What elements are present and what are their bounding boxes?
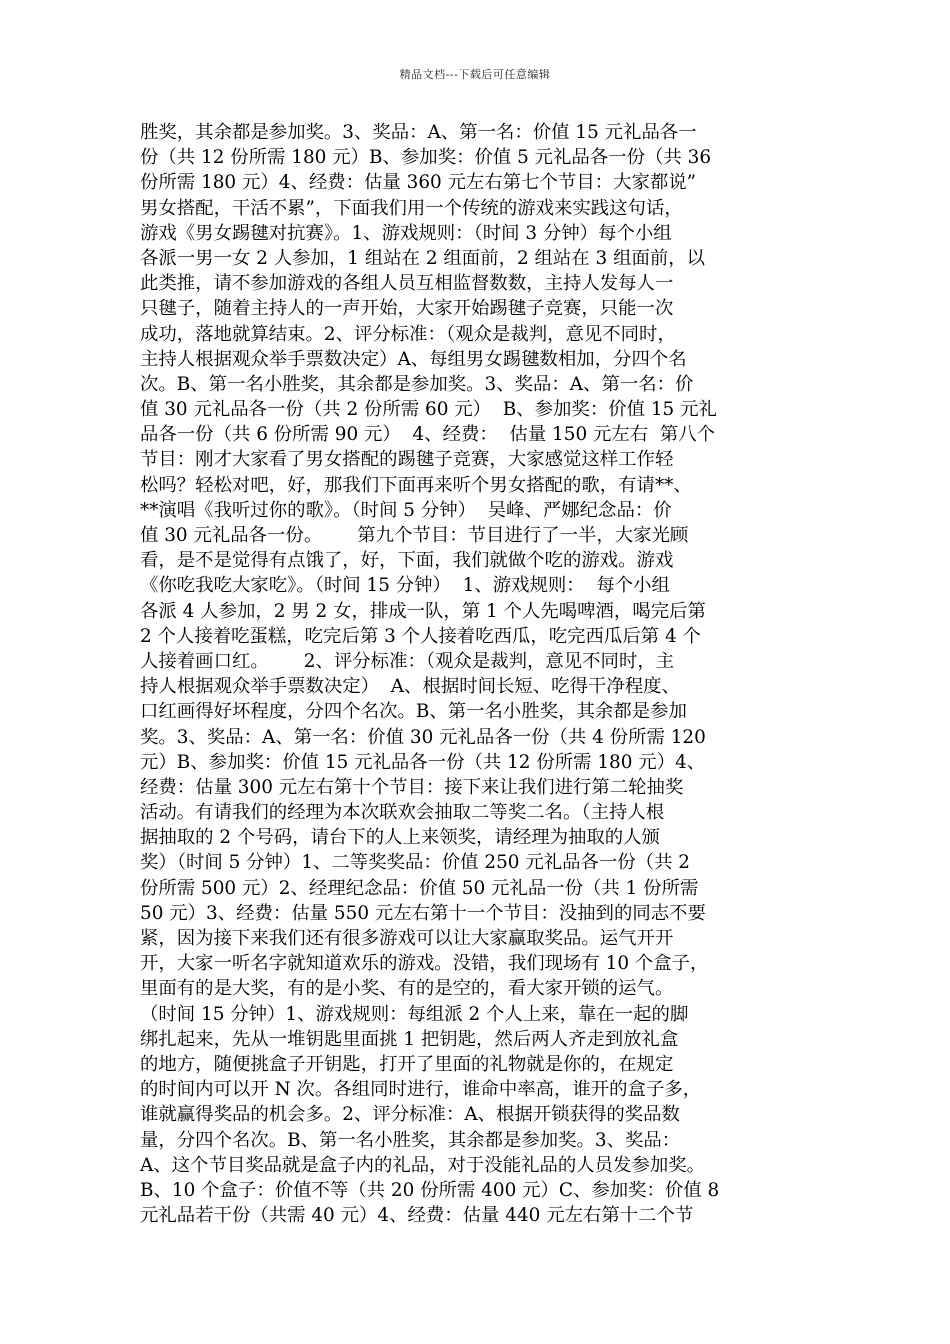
text-line: 据抽取的 2 个号码，请台下的人上来领奖，请经理为抽取的人颁 — [140, 827, 660, 849]
text-line: 里面有的是大奖，有的是小奖、有的是空的，看大家开锁的运气。 — [140, 978, 674, 1000]
text-line: 开，大家一听名字就知道欢乐的游戏。没错，我们现场有 10 个盒子， — [140, 953, 709, 975]
text-line: 游戏《男女踢毽对抗赛》。1、游戏规则：（时间 3 分钟）每个小组 — [140, 222, 672, 244]
text-line: 男女搭配，干活不累”，下面我们用一个传统的游戏来实践这句话， — [140, 197, 683, 219]
text-line: 的时间内可以开 N 次。各组同时进行，谁命中率高，谁开的盒子多， — [140, 1079, 702, 1101]
text-line: 紧，因为接下来我们还有很多游戏可以让大家赢取奖品。运气开开 — [140, 928, 674, 949]
text-line: 此类推，请不参加游戏的各组人员互相监督数数，主持人发每人一 — [140, 273, 674, 295]
text-line: 持人根据观众举手票数决定） A、根据时间长短、吃得干净程度、 — [140, 676, 680, 698]
text-line: 次。B、第一名小胜奖，其余都是参加奖。3、奖品：A、第一名：价 — [140, 373, 694, 395]
text-line: 《你吃我吃大家吃》。（时间 15 分钟） 1、游戏规则： 每个小组 — [140, 575, 670, 597]
text-line: 只毽子，随着主持人的一声开始，大家开始踢毽子竞赛，只能一次 — [140, 298, 674, 320]
text-line: 各派 4 人参加，2 男 2 女，排成一队，第 1 个人先喝啤酒，喝完后第 — [140, 600, 706, 622]
text-line: 元礼品若干份（共需 40 元）4、经费：估量 440 元左右第十二个节 — [140, 1205, 694, 1227]
text-line: 活动。有请我们的经理为本次联欢会抽取二等奖二名。（主持人根 — [140, 802, 665, 824]
page-header: 精品文档---下载后可任意编辑 — [399, 68, 551, 81]
text-line: 谁就赢得奖品的机会多。2、评分标准：A、根据开锁获得的奖品数 — [140, 1104, 680, 1126]
text-line: B、10 个盒子：价值不等（共 20 份所需 400 元）C、参加奖：价值 8 — [140, 1179, 720, 1201]
text-line: 量，分四个名次。B、第一名小胜奖，其余都是参加奖。3、奖品： — [140, 1129, 681, 1151]
text-line: 值 30 元礼品各一份。 第九个节目：节目进行了一半，大家光顾 — [140, 525, 689, 546]
text-line: 绑扎起来，先从一堆钥匙里面挑 1 把钥匙，然后两人齐走到放礼盒 — [140, 1028, 679, 1050]
text-line: 看，是不是觉得有点饿了，好，下面，我们就做个吃的游戏。游戏 — [140, 550, 674, 572]
text-line: 主持人根据观众举手票数决定）A、每组男女踢毽数相加，分四个名 — [140, 348, 687, 370]
text-line: 份所需 500 元）2、经理纪念品：价值 50 元礼品一份（共 1 份所需 — [140, 877, 699, 899]
text-line: **演唱《我听过你的歌》。（时间 5 分钟） 吴峰、严娜纪念品：价 — [140, 499, 672, 521]
text-line: 人接着画口红。 2、评分标准：（观众是裁判，意见不同时，主 — [140, 650, 675, 672]
text-line: 口红画得好坏程度，分四个名次。B、第一名小胜奖，其余都是参加 — [140, 701, 687, 723]
text-line: 元）B、参加奖：价值 15 元礼品各一份（共 12 份所需 180 元）4、 — [140, 751, 706, 773]
text-line: 的地方，随便挑盒子开钥匙，打开了里面的礼物就是你的，在规定 — [140, 1053, 674, 1075]
text-line: 份（共 12 份所需 180 元）B、参加奖：价值 5 元礼品各一份（共 36 — [140, 147, 712, 169]
text-line: A、这个节目奖品就是盒子内的礼品，对于没能礼品的人员发参加奖。 — [140, 1154, 706, 1176]
text-line: 经费：估量 300 元左右第十个节目：接下来让我们进行第二轮抽奖 — [140, 776, 684, 798]
text-line: 松吗？轻松对吧，好，那我们下面再来听个男女搭配的歌，有请**、 — [140, 474, 692, 496]
text-line: 节目：刚才大家看了男女搭配的踢毽子竞赛，大家感觉这样工作轻 — [140, 449, 674, 471]
text-line: 成功，落地就算结束。2、评分标准：（观众是裁判，意见不同时， — [140, 323, 676, 345]
text-line: （时间 15 分钟）1、游戏规则：每组派 2 个人上来，靠在一起的脚 — [140, 1003, 689, 1025]
text-line: 50 元）3、经费：估量 550 元左右第十一个节目：没抽到的同志不要 — [140, 902, 706, 924]
text-line: 各派一男一女 2 人参加，1 组站在 2 组面前，2 组站在 3 组面前，以 — [140, 247, 706, 269]
text-line: 份所需 180 元）4、经费：估量 360 元左右第七个节目：大家都说” — [140, 172, 697, 194]
text-line: 奖）（时间 5 分钟）1、二等奖奖品：价值 250 元礼品各一份（共 2 — [140, 852, 690, 874]
text-line: 品各一份（共 6 份所需 90 元） 4、经费： 估量 150 元左右 第八个 — [140, 424, 716, 446]
text-line: 胜奖，其余都是参加奖。3、奖品：A、第一名：价值 15 元礼品各一 — [140, 122, 697, 143]
text-line: 2 个人接着吃蛋糕，吃完后第 3 个人接着吃西瓜，吃完西瓜后第 4 个 — [140, 625, 701, 647]
body-paragraph — [140, 120, 820, 1228]
text-line: 值 30 元礼品各一份（共 2 份所需 60 元） B、参加奖：价值 15 元礼 — [140, 399, 717, 421]
text-line: 奖。3、奖品：A、第一名：价值 30 元礼品各一份（共 4 份所需 120 — [140, 726, 706, 748]
